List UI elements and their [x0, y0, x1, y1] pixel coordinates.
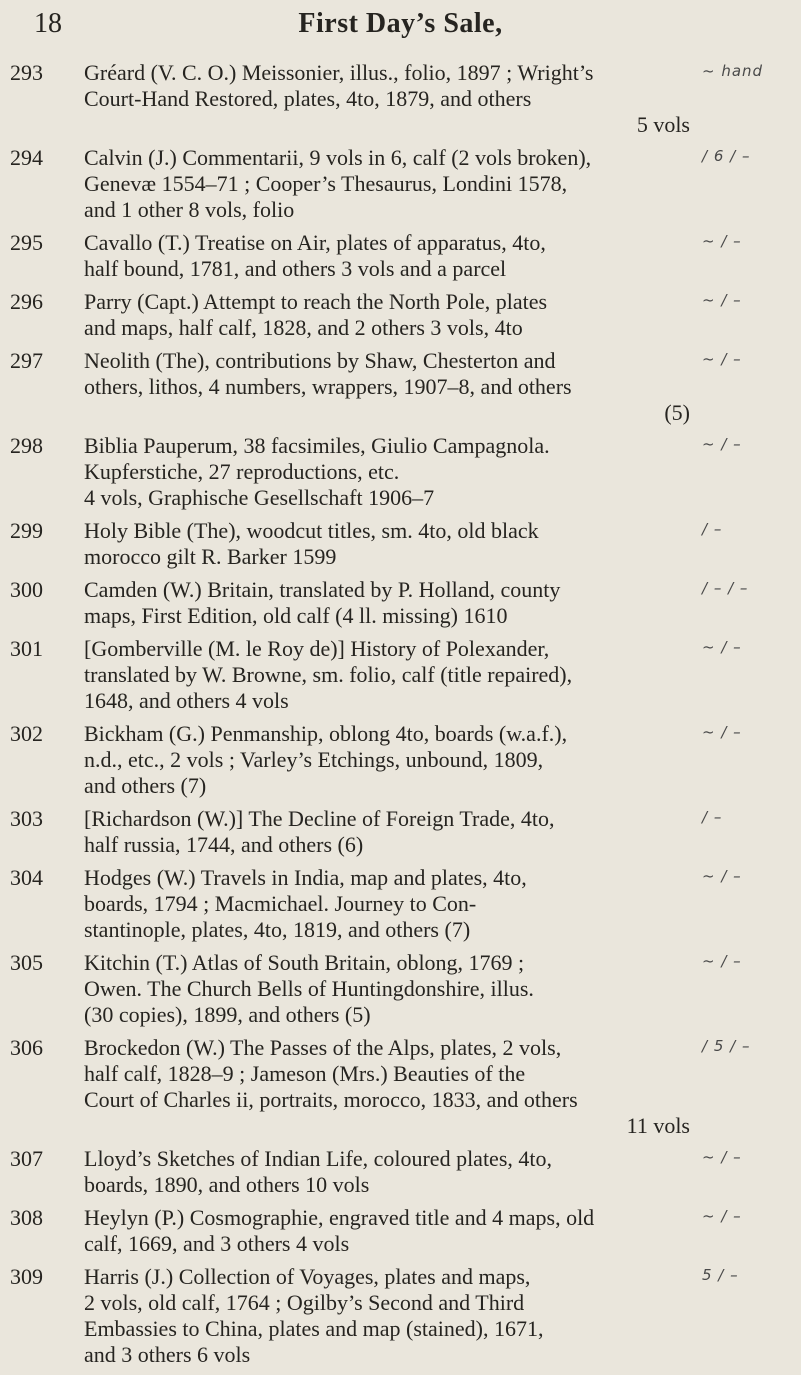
lot-line: Kitchin (T.) Atlas of South Britain, oblong, 1769 ; [84, 950, 525, 975]
lot-entry [0, 1146, 801, 1198]
lot-number: 300 [10, 577, 43, 602]
handwritten-price-note: ~ / – [702, 952, 742, 970]
handwritten-price-note: 5 / – [702, 1266, 739, 1284]
lot-entry [0, 721, 801, 799]
lot-number: 295 [10, 230, 43, 255]
lot-line: boards, 1890, and others 10 vols [84, 1172, 370, 1197]
lot-entry [0, 348, 801, 426]
handwritten-price-note: ~ / – [702, 1148, 742, 1166]
lot-line: Kupferstiche, 27 reproductions, etc. [84, 459, 400, 484]
lot-line: others, lithos, 4 numbers, wrappers, 1907–8, and others [84, 374, 572, 399]
lot-line: (30 copies), 1899, and others (5) [84, 1002, 371, 1027]
lot-number: 301 [10, 636, 43, 661]
lot-entry [0, 1035, 801, 1139]
lot-number: 303 [10, 806, 43, 831]
lot-description [84, 1035, 696, 1139]
lot-line: Parry (Capt.) Attempt to reach the North Pole, plates [84, 289, 548, 314]
lot-entry [0, 433, 801, 511]
lot-line: [Gomberville (M. le Roy de)] History of Polexander, [84, 636, 550, 661]
handwritten-price-note: / – [702, 808, 723, 826]
lot-description [84, 577, 696, 629]
lot-line: Camden (W.) Britain, translated by P. Holland, county [84, 577, 561, 602]
lot-number: 308 [10, 1205, 43, 1230]
lot-line: 1648, and others 4 vols [84, 688, 289, 713]
lot-line: Biblia Pauperum, 38 facsimiles, Giulio Campagnola. [84, 433, 550, 458]
lot-description [84, 806, 696, 858]
lot-line: Genevæ 1554–71 ; Cooper’s Thesaurus, Londini 1578, [84, 171, 568, 196]
lot-number: 306 [10, 1035, 43, 1060]
lot-line: 2 vols, old calf, 1764 ; Ogilby’s Second and Third [84, 1290, 525, 1315]
lot-line: morocco gilt R. Barker 1599 [84, 544, 337, 569]
lot-line: Holy Bible (The), woodcut titles, sm. 4to, old black [84, 518, 539, 543]
lot-line: half bound, 1781, and others 3 vols and a parcel [84, 256, 507, 281]
lot-line: 5 vols [636, 112, 690, 137]
lot-entry [0, 230, 801, 282]
lot-description [84, 865, 696, 943]
lot-line: Harris (J.) Collection of Voyages, plates and maps, [84, 1264, 531, 1289]
lot-entry [0, 1264, 801, 1368]
lot-entry [0, 1205, 801, 1257]
lot-number: 297 [10, 348, 43, 373]
lot-description [84, 230, 696, 282]
lot-description [84, 1264, 696, 1368]
lot-line: Court-Hand Restored, plates, 4to, 1879, and others [84, 86, 532, 111]
lot-number: 305 [10, 950, 43, 975]
handwritten-price-note: ~ hand [702, 62, 764, 80]
handwritten-price-note: / – / – [702, 579, 749, 597]
lot-entry [0, 636, 801, 714]
page-header [0, 8, 801, 48]
lot-line: and others (7) [84, 773, 207, 798]
lot-entry [0, 145, 801, 223]
lot-description [84, 348, 696, 426]
handwritten-price-note: ~ / – [702, 435, 742, 453]
page-number: 18 [34, 8, 62, 39]
lot-entry [0, 950, 801, 1028]
lot-number: 298 [10, 433, 43, 458]
lot-line: stantinople, plates, 4to, 1819, and others (7) [84, 917, 471, 942]
lot-line: Lloyd’s Sketches of Indian Life, coloured plates, 4to, [84, 1146, 552, 1171]
lot-line: Court of Charles ii, portraits, morocco, 1833, and others [84, 1087, 578, 1112]
lot-number: 293 [10, 60, 43, 85]
lot-line: Embassies to China, plates and map (stained), 1671, [84, 1316, 544, 1341]
lot-description [84, 145, 696, 223]
lot-line: (5) [664, 400, 690, 425]
handwritten-price-note: / – [702, 520, 723, 538]
lot-entry [0, 60, 801, 138]
lot-line: Calvin (J.) Commentarii, 9 vols in 6, calf (2 vols broken), [84, 145, 592, 170]
lot-line: n.d., etc., 2 vols ; Varley’s Etchings, unbound, 1809, [84, 747, 544, 772]
handwritten-price-note: ~ / – [702, 638, 742, 656]
handwritten-price-note: ~ / – [702, 350, 742, 368]
lot-description [84, 433, 696, 511]
lot-number: 299 [10, 518, 43, 543]
lot-entry [0, 518, 801, 570]
handwritten-price-note: ~ / – [702, 723, 742, 741]
lot-list [0, 60, 801, 1375]
lot-line: translated by W. Browne, sm. folio, calf (title repaired), [84, 662, 573, 687]
lot-number: 294 [10, 145, 43, 170]
lot-description [84, 636, 696, 714]
handwritten-price-note: ~ / – [702, 1207, 742, 1225]
lot-line: Cavallo (T.) Treatise on Air, plates of apparatus, 4to, [84, 230, 546, 255]
lot-line: Hodges (W.) Travels in India, map and plates, 4to, [84, 865, 527, 890]
lot-description [84, 60, 696, 138]
lot-description [84, 950, 696, 1028]
handwritten-price-note: / 5 / – [702, 1037, 751, 1055]
lot-line: calf, 1669, and 3 others 4 vols [84, 1231, 350, 1256]
lot-number: 296 [10, 289, 43, 314]
lot-entry [0, 806, 801, 858]
lot-number: 309 [10, 1264, 43, 1289]
lot-description [84, 289, 696, 341]
lot-number: 304 [10, 865, 43, 890]
lot-line: Gréard (V. C. O.) Meissonier, illus., folio, 1897 ; Wright’s [84, 60, 594, 85]
lot-line: 11 vols [626, 1113, 690, 1138]
lot-description [84, 518, 696, 570]
lot-description [84, 1146, 696, 1198]
lot-line: 4 vols, Graphische Gesellschaft 1906–7 [84, 485, 435, 510]
lot-line: Heylyn (P.) Cosmographie, engraved title and 4 maps, old [84, 1205, 595, 1230]
handwritten-price-note: ~ / – [702, 232, 742, 250]
handwritten-price-note: ~ / – [702, 291, 742, 309]
lot-number: 307 [10, 1146, 43, 1171]
lot-entry [0, 289, 801, 341]
lot-entry [0, 865, 801, 943]
lot-line: and maps, half calf, 1828, and 2 others 3 vols, 4to [84, 315, 523, 340]
lot-line: Neolith (The), contributions by Shaw, Chesterton and [84, 348, 556, 373]
handwritten-price-note: / 6 / – [702, 147, 751, 165]
handwritten-price-note: ~ / – [702, 867, 742, 885]
lot-line: [Richardson (W.)] The Decline of Foreign Trade, 4to, [84, 806, 555, 831]
running-title: First Day’s Sale, [298, 8, 503, 39]
lot-description [84, 721, 696, 799]
lot-number: 302 [10, 721, 43, 746]
lot-line: Owen. The Church Bells of Huntingdonshire, illus. [84, 976, 534, 1001]
lot-line: and 1 other 8 vols, folio [84, 197, 295, 222]
lot-line: boards, 1794 ; Macmichael. Journey to Con- [84, 891, 477, 916]
lot-description [84, 1205, 696, 1257]
lot-line: and 3 others 6 vols [84, 1342, 251, 1367]
lot-line: half russia, 1744, and others (6) [84, 832, 364, 857]
lot-line: Bickham (G.) Penmanship, oblong 4to, boards (w.a.f.), [84, 721, 568, 746]
lot-line: Brockedon (W.) The Passes of the Alps, plates, 2 vols, [84, 1035, 562, 1060]
lot-line: maps, First Edition, old calf (4 ll. missing) 1610 [84, 603, 508, 628]
lot-entry [0, 577, 801, 629]
lot-line: half calf, 1828–9 ; Jameson (Mrs.) Beauties of the [84, 1061, 526, 1086]
